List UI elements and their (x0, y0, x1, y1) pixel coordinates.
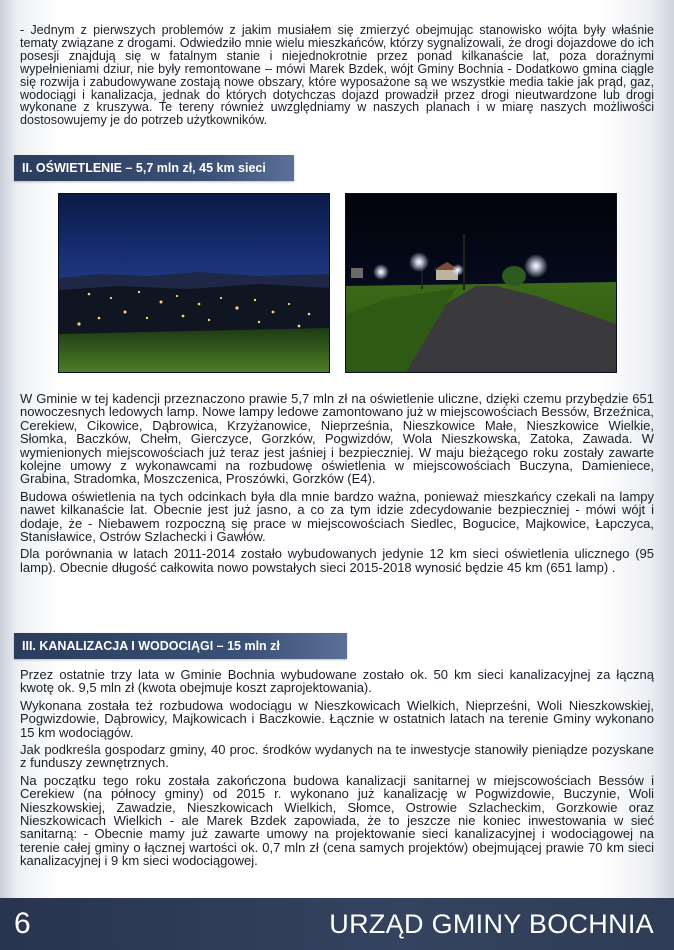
intro-paragraph: - Jednym z pierwszych problemów z jakim musiałem się zmierzyć obejmując stanowisko wójta były właśnie tematy związane z drogami. Odwiedziło mnie wielu mieszkańców, którzy sygnalizowali, że drogi dojazdowe do ich posesji znajdują się w fatalnym stanie i niejednokrotnie przez ponad kilkanaście lat, poza doraźnymi wypełnieniami dziur, nie były remontowane – mówi Marek Bzdek, wójt Gminy Bochnia - Dodatkowo gmina ciągle się rozwija i zabudowywane zostają nowe obszary, które wyposażone są we wszystkie media takie jak prąd, gaz, wodociągi i kanalizacja, jednak do których dotychczas dojazd prowadził przez drogi nieutwardzone lub drogi wykonane z kruszywa. Te tereny również uwzględniamy w naszych planach i w miarę naszych możliwości dostosowujemy je do potrzeb użytkowników. (20, 23, 654, 128)
paragraph: Dla porównania w latach 2011-2014 zostało wybudowanych jedynie 12 km sieci oświetlenia ulicznego (95 lamp). Obecnie długość całkowita nowo powstałych sieci 2015-2018 wynosić będzie 45 km (651 lamp) . (20, 546, 654, 575)
section-heading-lighting: II. OŚWIETLENIE – 5,7 mln zł, 45 km sieci (14, 155, 294, 181)
paragraph: Przez ostatnie trzy lata w Gminie Bochnia wybudowane zostało ok. 50 km sieci kanalizacyjnej za łączną kwotę ok. 9,5 mln zł (kwota obejmuje koszt zaprojektowania). (20, 667, 654, 696)
page-footer (0, 898, 674, 950)
photo-night-valley (58, 193, 330, 373)
paragraph: Na początku tego roku została zakończona budowa kanalizacji sanitarnej w miejscowościach Bessów i Cerekiew (na północy gminy) od 2015 r. wykonano już kanalizację w Pogwizdowie, Buczynie, Woli Nieszkowskiej, Zawadzie, Nieszkowicach Wielkich, Słomcе, Ostrowie Szlacheckim, Gorzkowie oraz Nieszkowicach Wielkich - ale Marek Bzdek zapowiada, że to jeszcze nie koniec inwestowania w sieć sanitarną: - Obecnie mamy już zawarte umowy na projektowanie sieci kanalizacyjnej i wodociągowej na terenie całej gminy o łącznej wartości ok. 0,7 mln zł (cena samych projektów) obejmującej prawie 70 km sieci kanalizacyjnej i 9 km sieci wodociągowej. (20, 772, 654, 869)
section-sewage-body (20, 668, 654, 872)
paragraph: Jak podkreśla gospodarz gminy, 40 proc. środków wydanych na te inwestycje stanowiły pieniądze pozyskane z funduszy zewnętrznych. (20, 742, 654, 771)
page-number: 6 (14, 907, 31, 940)
paragraph: W Gminie w tej kadencji przeznaczono prawie 5,7 mln zł na oświetlenie uliczne, dzięki czemu przybędzie 651 nowoczesnych ledowych lamp. Nowe lampy ledowe zamontowano już w miejscowościach Bessów, Brzeźnica, Cerekiew, Cikowice, Dąbrowica, Krzyżanowice, Nieprześnia, Nieszkowice Małe, Nieszkowice Wielkie, Słomka, Baczków, Chełm, Gierczyce, Gorzków, Pogwizdów, Wola Nieszkowska, Zatoka, Zawada. W wymienionych miejscowościach już teraz jest jaśniej i bezpieczniej. W maju bieżącego roku zostały zawarte kolejne umowy z wykonawcami na rozbudowę oświetlenia w miejscowościach Buczyna, Damieniece, Grabina, Stradomka, Moszczenica, Proszówki, Gorzków (E4). (20, 391, 654, 487)
footer-title: URZĄD GMINY BOCHNIA (329, 909, 654, 939)
paragraph: Budowa oświetlenia na tych odcinkach była dla mnie bardzo ważna, ponieważ mieszkańcy czekali na lampy nawet kilkanaście lat. Obecnie jest już jasno, a co za tym idzie zdecydowanie bezpieczniej - mówi wójt i dodaje, że - Niebawem rozpoczną się prace w miejscowościach Siedlec, Bogucice, Majkowice, Łapczyca, Stanisławice, Ostrów Szlachecki i Gawłów. (20, 488, 654, 545)
photo-lit-road (345, 193, 617, 373)
section-heading-sewage: III. KANALIZACJA I WODOCIĄGI – 15 mln zł (14, 633, 347, 659)
section-lighting-body (20, 392, 654, 578)
paragraph: Wykonana została też rozbudowa wodociągu w Nieszkowicach Wielkich, Nieprześni, Woli Nieszkowskiej, Pogwizdowie, Dąbrowicy, Majkowicach i Baczkowie. Łącznie w ostatnich latach na terenie Gminy wykonano 15 km wodociągów. (20, 697, 654, 740)
